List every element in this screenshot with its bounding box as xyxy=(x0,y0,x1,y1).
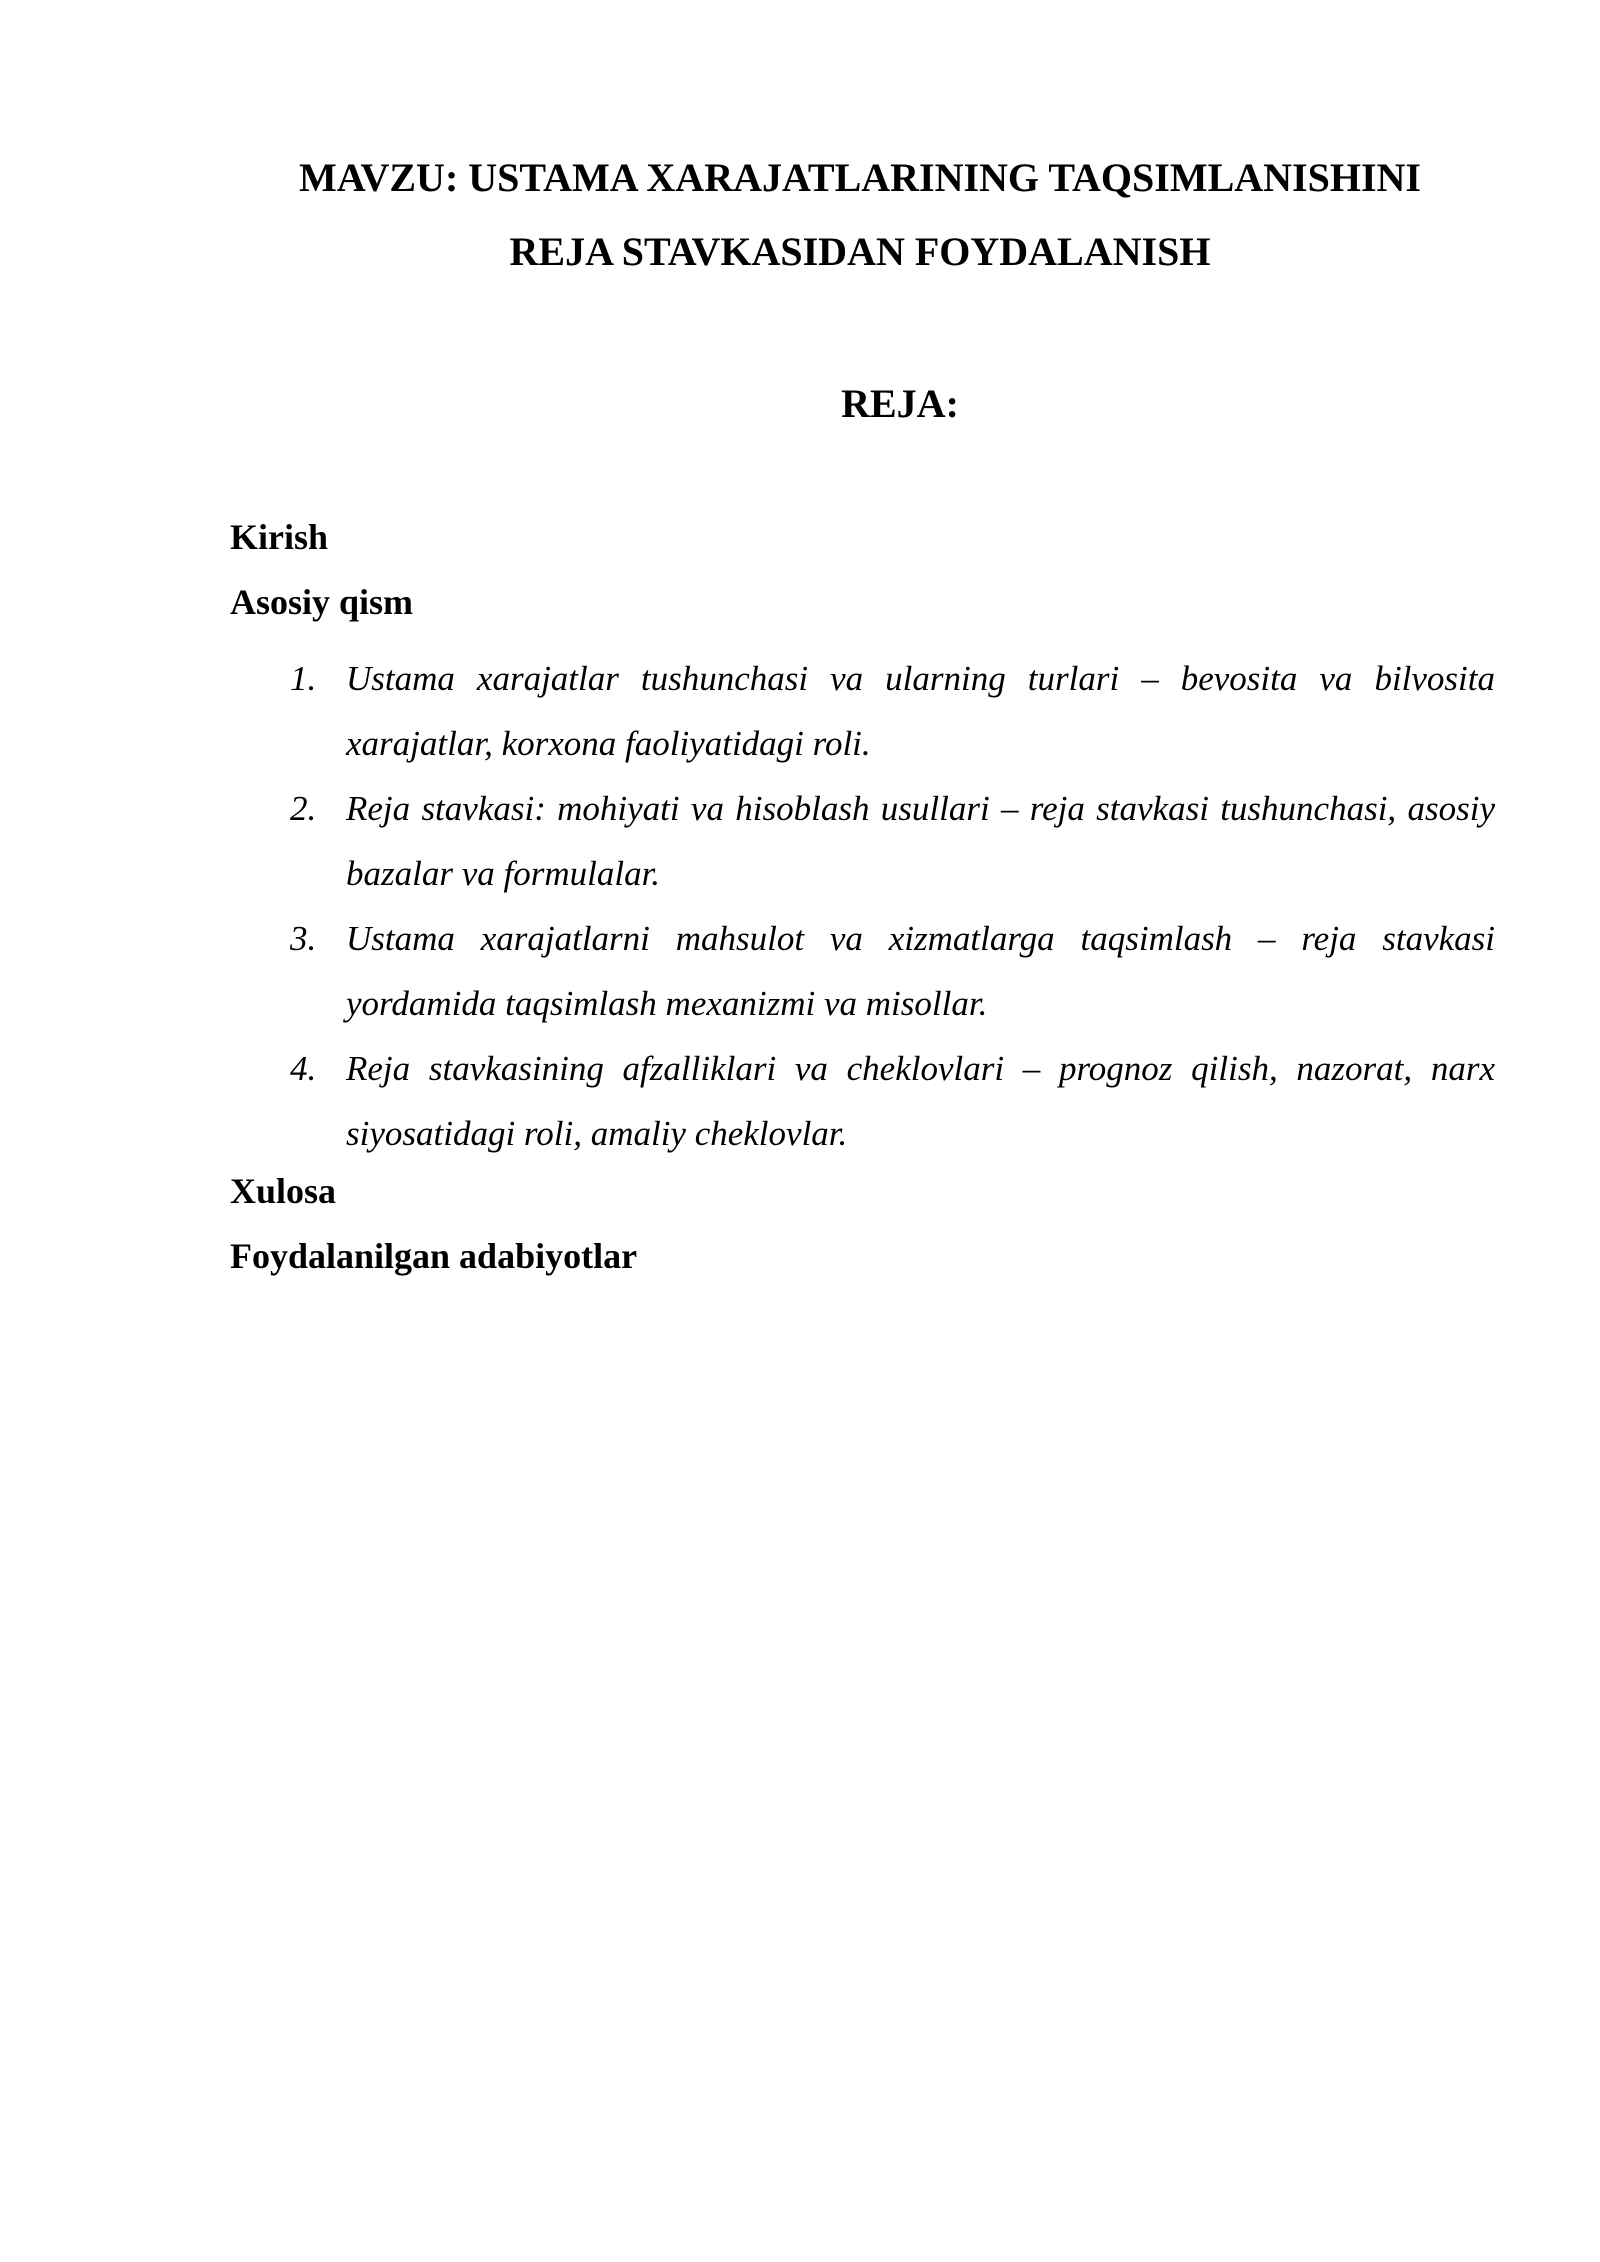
plan-heading: REJA: xyxy=(841,381,959,426)
plan-item-text: Reja stavkasi: mohiyati va hisoblash usullari – reja stavkasi tushunchasi, asosiy bazalar va formulalar. xyxy=(346,789,1495,893)
section-intro: Kirish xyxy=(230,517,329,557)
section-references: Foydalanilgan adabiyotlar xyxy=(230,1236,638,1276)
plan-list xyxy=(290,646,1495,1166)
plan-item-text: Ustama xarajatlarni mahsulot va xizmatlarga taqsimlash – reja stavkasi yordamida taqsimlash mexanizmi va misollar. xyxy=(346,919,1495,1023)
plan-item-number: 3. xyxy=(290,919,317,958)
section-main-part: Asosiy qism xyxy=(230,582,414,622)
plan-item-number: 1. xyxy=(290,659,317,698)
document-title-line-2: REJA STAVKASIDAN FOYDALANISH xyxy=(509,229,1211,274)
plan-item-4 xyxy=(290,1036,1495,1166)
document-title-line-1: MAVZU: USTAMA XARAJATLARINING TAQSIMLANISHINI xyxy=(299,155,1421,200)
plan-item-3 xyxy=(290,906,1495,1036)
plan-item-2 xyxy=(290,776,1495,906)
section-conclusion: Xulosa xyxy=(230,1171,337,1211)
plan-item-number: 4. xyxy=(290,1049,317,1088)
plan-item-text: Reja stavkasining afzalliklari va cheklovlari – prognoz qilish, nazorat, narx siyosatidagi roli, amaliy cheklovlar. xyxy=(346,1049,1495,1153)
plan-item-text: Ustama xarajatlar tushunchasi va ularning turlari – bevosita va bilvosita xarajatlar, korxona faoliyatidagi roli. xyxy=(346,659,1495,763)
plan-item-number: 2. xyxy=(290,789,317,828)
plan-item-1 xyxy=(290,646,1495,776)
